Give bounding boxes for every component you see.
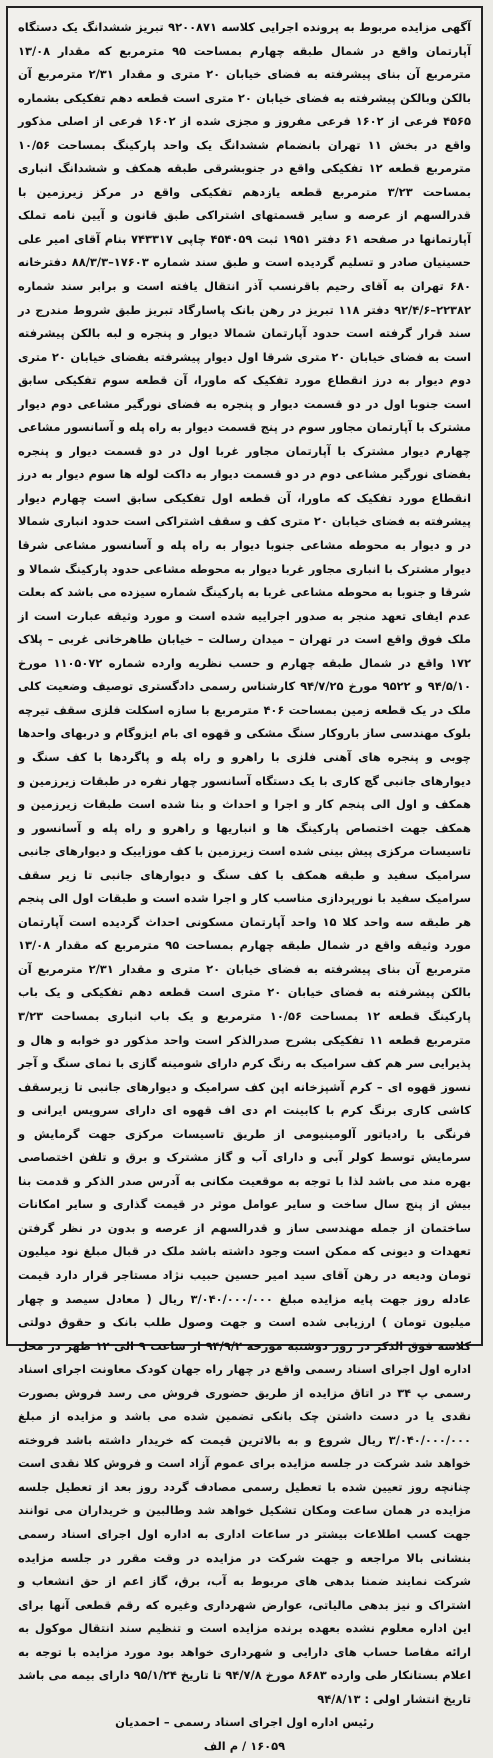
notice-body: آگهی مزایده مربوط به پرونده اجرایی کلاسه ۹۲۰۰۸۷۱ تبریز ششدانگ یک دستگاه آپارتمان واقع در شمال طبقه چهارم بمساحت ۹۵ مترمربع که مقدار ۱۳/۰۸ مترمربع آن بنای پیشرفته به فضای خیابان ۲۰ متری و مقدار ۲/۳۱ مترمربع آن بالکن وبالکن پیشرفته به فضای خیابان ۲۰ متری است قطعه دهم تفکیکی بشماره ۴۵۶۵ فرعی از ۱۶۰۲ فرعی مفروز و مجزی شده از ۱۶۰۲ فرعی از اصلی مذکور واقع در بخش ۱۱ تهران بانضمام ششدانگ یک واحد پارکینگ بمساحت ۱۰/۵۶ مترمربع قطعه ۱۲ تفکیکی واقع در جنوبشرقی طبقه همکف و ششدانگ انباری بمساحت ۳/۲۳ مترمربع قطعه یازدهم تفکیکی واقع در مرکز زیرزمین با قدرالسهم از عرصه و سایر قسمتهای اشتراکی طبق قانون و آیین نامه تملک آپارتمانها در صفحه ۶۱ دفتر ۱۹۵۱ ثبت ۴۵۴۰۵۹ چاپی ۷۴۳۳۱۷ بنام آقای امیر علی حسینیان صادر و تسلیم گردیده است و طبق سند شماره ۱۷۶۰۳–۸۸/۳/۳ دفترخانه ۶۸۰ تهران به آقای رحیم باقرنسب آذر انتقال یافته است و برابر سند شماره ۲۲۳۸۲–۹۲/۴/۶ دفتر ۱۱۸ تبریز در رهن بانک پاسارگاد تبریز طبق شروط مندرج در سند قرار گرفته است حدود آپارتمان شمالا دیوار و پنجره و لبه بالکن پیشرفته است به فضای خیابان ۲۰ متری شرقا اول دیوار پیشرفته بفضای خیابان ۲۰ متری دوم دیوار به درز انقطاع مورد تفکیک که ماورا، آن قطعه سوم تفکیکی سابق است جنوبا اول در دو قسمت دیوار و پنجره به فضای نورگیر مشاعی دوم دیوار مشترک با آپارتمان مجاور سوم در پنج قسمت دیوار به راه پله و آسانسور مشاعی چهارم دیوار مشترک با آپارتمان مجاور غربا اول در دو قسمت دیوار و پنجره بفضای نورگیر مشاعی دوم در دو قسمت دیوار به داکت لوله ها سوم دیوار به درز انقطاع مورد تفکیک که ماورا، آن قطعه اول تفکیکی سابق است چهارم دیوار پیشرفته به فضای خیابان ۲۰ متری کف و سقف اشتراکی است حدود انباری شمالا در و دیوار به محوطه مشاعی جنوبا دیوار به راه پله و آسانسور مشاعی شرقا دیوار مشترک با انباری مجاور غربا دیوار به محوطه مشاعی حدود پارکینگ شمالا و شرقا و جنوبا به محوطه مشاعی غربا به پارکینگ شماره سیزده می باشد که بعلت عدم ایفای تعهد منجر به صدور اجراییه شده است و مورد وثیقه عبارت است از ملک فوق واقع است در تهران – میدان رسالت – خیابان طاهرخانی غربی – پلاک ۱۷۲ واقع در شمال طبقه چهارم و حسب نظریه وارده شماره ۱۱۰۵۰۷۲ مورخ ۹۴/۵/۱۰ و ۹۵۲۲ مورخ ۹۴/۷/۲۵ کارشناس رسمی دادگستری توصیف وضعیت کلی ملک در یک قطعه زمین بمساحت ۴۰۶ مترمربع با سازه اسکلت فلزی سقف تیرچه بلوک مهندسی ساز باروکار سنگ مشکی و قهوه ای بام ایزوگام و دربهای واحدها چوبی و پنجره های آهنی فلزی با راهرو و راه پله و پاگردها با کف سنگ و دیوارهای جانبی گچ کاری با یک دستگاه آسانسور چهار نفره در طبقات زیرزمین و همکف و اول الی پنجم کار و اجرا و احداث و بنا شده است طبقات زیرزمین و همکف جهت اختصاص پارکینگ ها و انباریها و راهرو و راه پله و آسانسور و تاسیسات مرکزی پیش بینی شده است زیرزمین با کف موزاییک و دیوارهای جانبی سرامیک سفید و طبقه همکف با کف سنگ و دیوارهای جانبی تا زیر سقف سرامیک سفید با نورپردازی مناسب کار و اجرا شده است و طبقات اول الی پنجم هر طبقه سه واحد کلا ۱۵ واحد آپارتمان مسکونی احداث گردیده است آپارتمان مورد وثیقه واقع در شمال طبقه چهارم بمساحت ۹۵ مترمربع که مقدار ۱۳/۰۸ مترمربع آن بنای پیشرفته به فضای خیابان ۲۰ متری و مقدار ۲/۳۱ مترمربع آن بالکن پیشرفته به فضای خیابان ۲۰ متری است قطعه دهم تفکیکی و یک باب پارکینگ قطعه ۱۲ بمساحت ۱۰/۵۶ مترمربع و یک باب انباری بمساحت ۳/۲۳ مترمربع قطعه ۱۱ تفکیکی بشرح صدرالذکر است واحد مذکور دو خوابه و هال و پذیرایی سر هم کف سرامیک به رنگ کرم دارای شومینه گازی با نمای سنگ و آجر نسوز قهوه ای – کرم آشپزخانه اپن کف سرامیک و دیوارهای جانبی تا زیرسقف کاشی کاری برنگ کرم با کابینت ام دی اف قهوه ای دارای سرویس ایرانی و فرنگی با رادیاتور آلومینیومی از طریق تاسیسات مرکزی جهت گرمایش و سرمایش توسط کولر آبی و دارای آب و گاز مشترک و برق و تلفن اختصاصی بهره مند می باشد لذا با توجه به موقعیت مکانی به آدرس صدر الذکر و قدمت بنا بیش از پنج سال ساخت و سایر عوامل موثر در قیمت گذاری و سایر امکانات ساختمان از جمله مهندسی ساز و قدرالسهم از عرصه و بدون در نظر گرفتن تعهدات و دیونی که ممکن است وجود داشته باشد ملک در قبال مبلغ نود میلیون تومان ودیعه در رهن آقای سید امیر حسین حبیب نژاد مستاجر قرار دارد قیمت عادله روز جهت پایه مزایده مبلغ ۳/۰۴۰/۰۰۰/۰۰۰ ریال ( معادل سیصد و چهار میلیون تومان ) ارزیابی شده است و جهت وصول طلب بانک و حقوق دولتی کلاسه فوق الذکر در روز دوشنبه مورخه ۹۴/۹/۲ از ساعت ۹ الی ۱۲ ظهر در محل اداره اول اجرای اسناد رسمی واقع در چهار راه جهان کودک معاونت اجرای اسناد رسمی پ ۳۴ در اتاق مزایده از طریق حضوری فروش می رسد فروش بصورت نقدی یا در دست داشتن چک بانکی تضمین شده می باشد و مزایده از مبلغ ۳/۰۴۰/۰۰۰/۰۰۰ ریال شروع و به بالاترین قیمت که خریدار داشته باشد فروخته خواهد شد شرکت در جلسه مزایده برای عموم آزاد است و فروش کلا نقدی است چنانچه روز تعیین شده با تعطیل رسمی مصادف گردد روز بعد از تعطیل جلسه مزایده در همان ساعت ومکان تشکیل خواهد شد وطالبین و خریداران می توانند جهت کسب اطلاعات بیشتر در ساعات اداری به اداره اول اجرای اسناد رسمی بنشانی بالا مراجعه و جهت شرکت در مزایده در وقت مقرر در جلسه مزایده شرکت نمایند ضمنا بدهی های مربوط به آب، برق، گاز اعم از حق انشعاب و اشتراک و نیز بدهی مالیاتی، عوارض شهرداری وغیره که رقم قطعی آنها برای این اداره معلوم نشده بعهده برنده مزایده است و تنظیم سند انتقال موکول به ارائه مفاصا حساب های دارایی و شهرداری خواهد بود مورد مزایده با توجه به اعلام بستانکار طی وارده ۸۶۸۳ مورخ ۹۴/۷/۸ تا تاریخ ۹۵/۱/۲۴ دارای بیمه می باشد تاریخ انتشار اولی : ۹۴/۸/۱۳	[18, 20, 472, 1706]
notice-signature: رئیس اداره اول اجرای اسناد رسمی – احمدیان	[115, 1715, 374, 1730]
auction-notice	[6, 6, 483, 1753]
notice-code: ۱۶۰۵۹ / م الف	[203, 1738, 286, 1753]
